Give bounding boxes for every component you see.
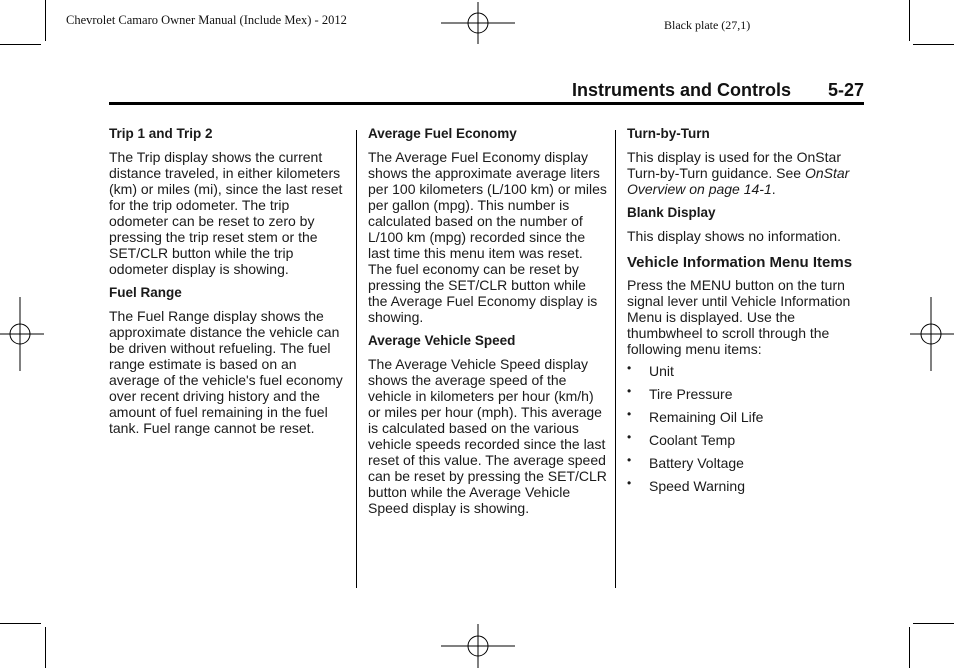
paragraph-fuel-range: The Fuel Range display shows the approximate distance the vehicle can be driven without refueling. The fuel range estimate is based on an average of the vehicle's fuel economy over recent driving history and the amount of fuel remaining in the fuel tank. Fuel range cannot be reset. [109, 308, 343, 436]
column-3 [627, 126, 867, 501]
list-item: • Remaining Oil Life [627, 409, 867, 425]
paragraph-trip: The Trip display shows the current distance traveled, in either kilometers (km) or miles (mi), since the last reset for the trip odometer. The trip odometer can be reset to zero by pressing the trip reset stem or the SET/CLR button while the trip odometer display is showing. [109, 149, 343, 277]
crop-mark [0, 44, 41, 45]
crop-mark [913, 44, 954, 45]
list-item: • Coolant Temp [627, 432, 867, 448]
heading-fuel-range: Fuel Range [109, 285, 182, 300]
column-divider [615, 130, 616, 588]
crop-mark [0, 623, 41, 624]
column-divider [356, 130, 357, 588]
paragraph-average-vehicle-speed: The Average Vehicle Speed display shows the average speed of the vehicle in kilometers per hour (km/h) or miles per hour (mph). This average is calculated based on the various vehicle speeds recorded since the last reset of this value. The average speed can be reset by pressing the SET/CLR button while the Average Vehicle Speed display is showing. [368, 356, 607, 516]
crop-mark [45, 0, 46, 41]
page-number: 5-27 [828, 80, 865, 100]
paragraph-vehicle-information-menu: Press the MENU button on the turn signal lever until Vehicle Information Menu is displayed. Use the thumbwheel to scroll through the following menu items: [627, 277, 851, 357]
turn-by-turn-period: . [771, 181, 776, 197]
turn-by-turn-text: This display is used for the OnStar Turn-by-Turn guidance. See [627, 149, 841, 181]
document-title: Chevrolet Camaro Owner Manual (Include Mex) - 2012 [66, 13, 347, 27]
paragraph-turn-by-turn [627, 149, 867, 197]
section-title: Instruments and Controls [572, 80, 792, 100]
menu-items-list [627, 363, 867, 494]
plate-label: Black plate (27,1) [664, 18, 751, 32]
registration-mark-icon [910, 297, 954, 371]
registration-mark-icon [441, 2, 515, 44]
list-item: • Battery Voltage [627, 455, 867, 471]
header-rule [109, 102, 864, 105]
heading-turn-by-turn: Turn-by-Turn [627, 126, 710, 141]
crop-mark [45, 627, 46, 668]
column-1 [109, 126, 349, 444]
heading-blank-display: Blank Display [627, 205, 716, 220]
heading-trip: Trip 1 and Trip 2 [109, 126, 213, 141]
paragraph-average-fuel-economy: The Average Fuel Economy display shows the approximate average liters per 100 kilometers (L/100 km) or miles per gallon (mpg). This number is calculated based on the number of L/100 km (mpg) recorded since the last time this menu item was reset. The fuel economy can be reset by pressing the SET/CLR button while the Average Fuel Economy display is showing. [368, 149, 607, 325]
heading-vehicle-information-menu: Vehicle Information Menu Items [627, 254, 853, 271]
crop-mark [909, 0, 910, 41]
registration-mark-icon [0, 297, 44, 371]
list-item: • Speed Warning [627, 478, 867, 494]
heading-average-vehicle-speed: Average Vehicle Speed [368, 333, 516, 348]
column-2 [368, 126, 608, 524]
crop-mark [909, 627, 910, 668]
list-item: • Tire Pressure [627, 386, 867, 402]
crop-mark [913, 623, 954, 624]
list-item: • Unit [627, 363, 867, 379]
onstar-overview-reference[interactable]: OnStar Overview on page 14-1 [627, 165, 850, 197]
registration-mark-icon [441, 624, 515, 668]
heading-average-fuel-economy: Average Fuel Economy [368, 126, 517, 141]
paragraph-blank-display: This display shows no information. [627, 228, 841, 244]
